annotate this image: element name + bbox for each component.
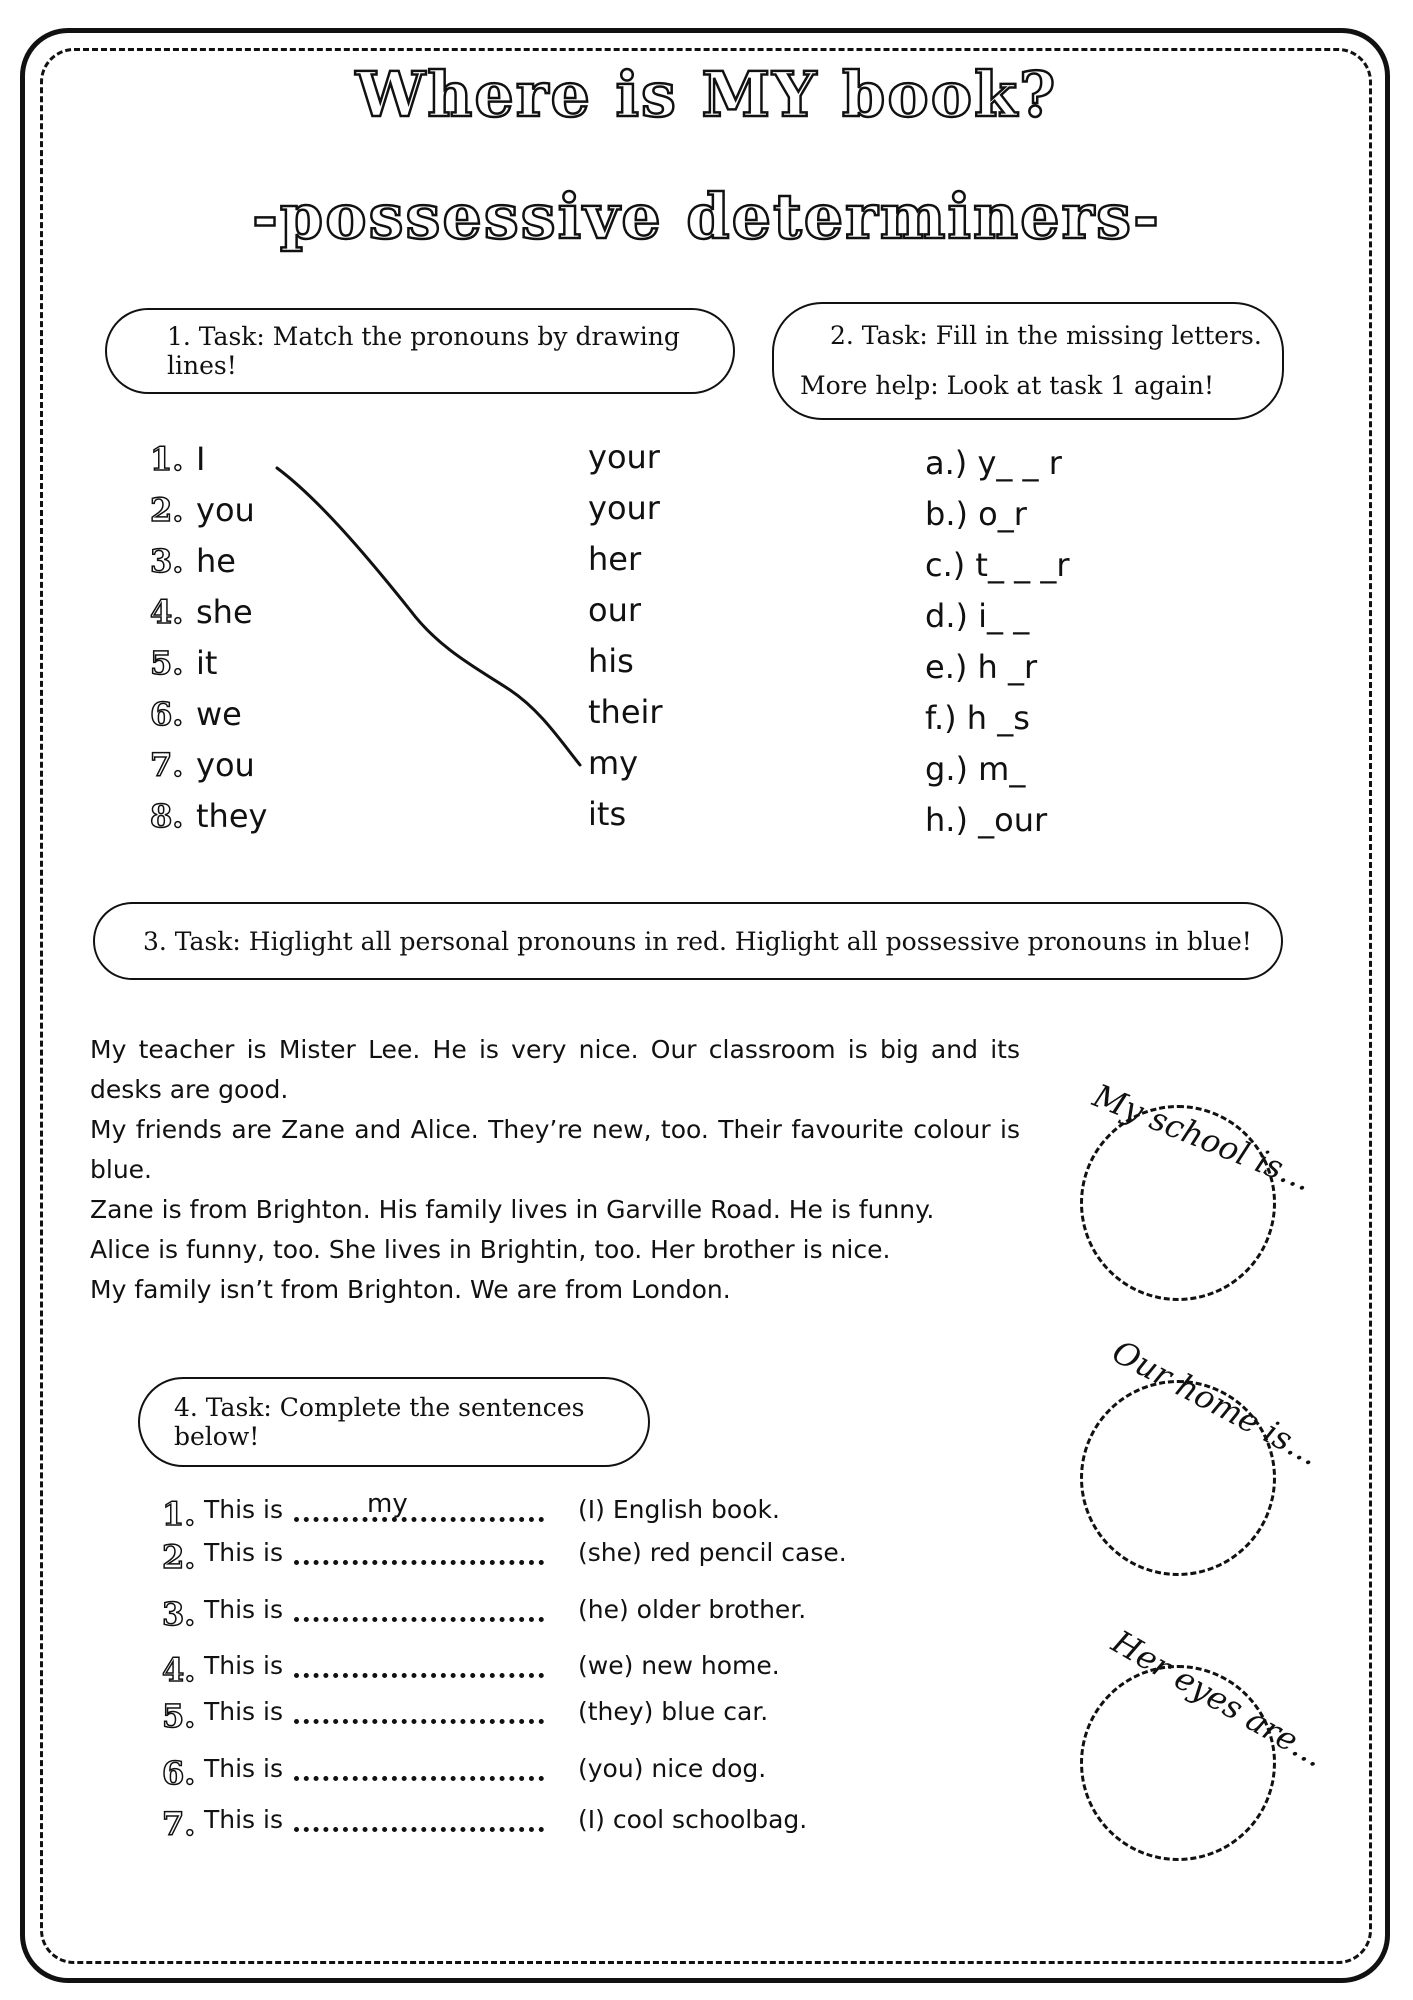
sentence-lead: This is <box>204 1805 284 1834</box>
task1-number: 4. <box>150 593 184 631</box>
possessive-item: my <box>588 744 639 782</box>
pronoun-item: they <box>196 797 268 835</box>
task3-reading-text <box>90 1030 1020 1310</box>
drawing-circle[interactable] <box>1080 1665 1276 1861</box>
pronoun-item: you <box>196 746 255 784</box>
sentence-lead: This is <box>204 1495 284 1524</box>
sentence-number: 1. <box>162 1495 196 1533</box>
sentence-lead: This is <box>204 1595 284 1624</box>
sentence-answer: my <box>367 1489 408 1519</box>
answer-blank[interactable] <box>294 1805 544 1832</box>
task1-number: 6. <box>150 695 184 733</box>
fill-letters-item: h.) _our <box>925 801 1048 839</box>
pronoun-item: he <box>196 542 236 580</box>
answer-blank[interactable] <box>294 1538 544 1565</box>
sentence-number: 7. <box>162 1805 196 1843</box>
sentence-number: 2. <box>162 1538 196 1576</box>
possessive-item: your <box>588 438 660 476</box>
sentence-lead: This is <box>204 1651 284 1680</box>
task1-number: 5. <box>150 644 184 682</box>
possessive-item: its <box>588 795 627 833</box>
reading-paragraph: My friends are Zane and Alice. They’re new, too. Their favourite colour is blue. <box>90 1115 1020 1184</box>
fill-letters-item: a.) y_ _ r <box>925 444 1062 482</box>
pronoun-item: it <box>196 644 218 682</box>
fill-letters-item: b.) o_r <box>925 495 1027 533</box>
task2-item-list <box>925 438 1069 846</box>
sentence-rest: (he) older brother. <box>578 1595 807 1624</box>
reading-paragraph: Zane is from Brighton. His family lives in Garville Road. He is funny. <box>90 1195 935 1224</box>
circle-label: My school is... <box>1087 1076 1318 1199</box>
task1-instruction: 1. Task: Match the pronouns by drawing lines! <box>167 322 680 380</box>
possessive-item: their <box>588 693 663 731</box>
fill-letters-item: g.) m_ <box>925 750 1026 788</box>
task1-number: 7. <box>150 746 184 784</box>
reading-paragraph: Alice is funny, too. She lives in Brightin, too. Her brother is nice. <box>90 1235 891 1264</box>
sentence-rest: (you) nice dog. <box>578 1754 767 1783</box>
task2-instruction-box <box>772 302 1284 420</box>
task4-instruction: 4. Task: Complete the sentences below! <box>174 1393 585 1451</box>
sentence-rest: (we) new home. <box>578 1651 780 1680</box>
pronoun-item: you <box>196 491 255 529</box>
sentence-number: 6. <box>162 1754 196 1792</box>
sentence-lead: This is <box>204 1538 284 1567</box>
worksheet-subtitle: -possessive determiners- <box>252 180 1161 253</box>
sentence-lead: This is <box>204 1697 284 1726</box>
sentence-number: 3. <box>162 1595 196 1633</box>
task1-number: 2. <box>150 491 184 529</box>
sentence-number: 4. <box>162 1651 196 1689</box>
worksheet-title: Where is MY book? <box>355 58 1058 131</box>
possessive-item: our <box>588 591 642 629</box>
circle-label: Her eyes are... <box>1105 1622 1332 1775</box>
reading-paragraph: My family isn’t from Brighton. We are from London. <box>90 1275 731 1304</box>
answer-blank[interactable] <box>294 1495 544 1522</box>
sentence-rest: (she) red pencil case. <box>578 1538 847 1567</box>
task2-instruction-line1: 2. Task: Fill in the missing letters. <box>830 321 1262 350</box>
task1-number: 8. <box>150 797 184 835</box>
answer-blank[interactable] <box>294 1697 544 1724</box>
reading-paragraph: My teacher is Mister Lee. He is very nice. Our classroom is big and its desks are good. <box>90 1035 1020 1104</box>
pronoun-item: we <box>196 695 242 733</box>
fill-letters-item: f.) h _s <box>925 699 1030 737</box>
answer-blank[interactable] <box>294 1754 544 1781</box>
task1-number: 1. <box>150 440 184 478</box>
task4-instruction-box <box>138 1377 650 1467</box>
drawing-circle[interactable] <box>1080 1380 1276 1576</box>
fill-letters-item: e.) h _r <box>925 648 1038 686</box>
answer-blank[interactable] <box>294 1651 544 1678</box>
fill-letters-item: c.) t_ _ _r <box>925 546 1070 584</box>
pronoun-item: I <box>196 440 206 478</box>
task3-instruction: 3. Task: Higlight all personal pronouns in red. Higlight all possessive pronouns in blue! <box>143 926 1252 956</box>
task1-number: 3. <box>150 542 184 580</box>
task3-instruction-box <box>93 902 1283 980</box>
drawing-circle[interactable] <box>1080 1105 1276 1301</box>
sentence-rest: (they) blue car. <box>578 1697 769 1726</box>
answer-blank[interactable] <box>294 1595 544 1622</box>
sentence-number: 5. <box>162 1697 196 1735</box>
sentence-rest: (I) cool schoolbag. <box>578 1805 808 1834</box>
sentence-rest: (I) English book. <box>578 1495 780 1524</box>
possessive-item: his <box>588 642 634 680</box>
possessive-item: her <box>588 540 642 578</box>
possessive-item: your <box>588 489 660 527</box>
pronoun-item: she <box>196 593 253 631</box>
fill-letters-item: d.) i_ _ <box>925 597 1030 635</box>
task2-instruction-line2: More help: Look at task 1 again! <box>800 371 1214 400</box>
circle-label: Our home is... <box>1106 1332 1326 1474</box>
sentence-lead: This is <box>204 1754 284 1783</box>
